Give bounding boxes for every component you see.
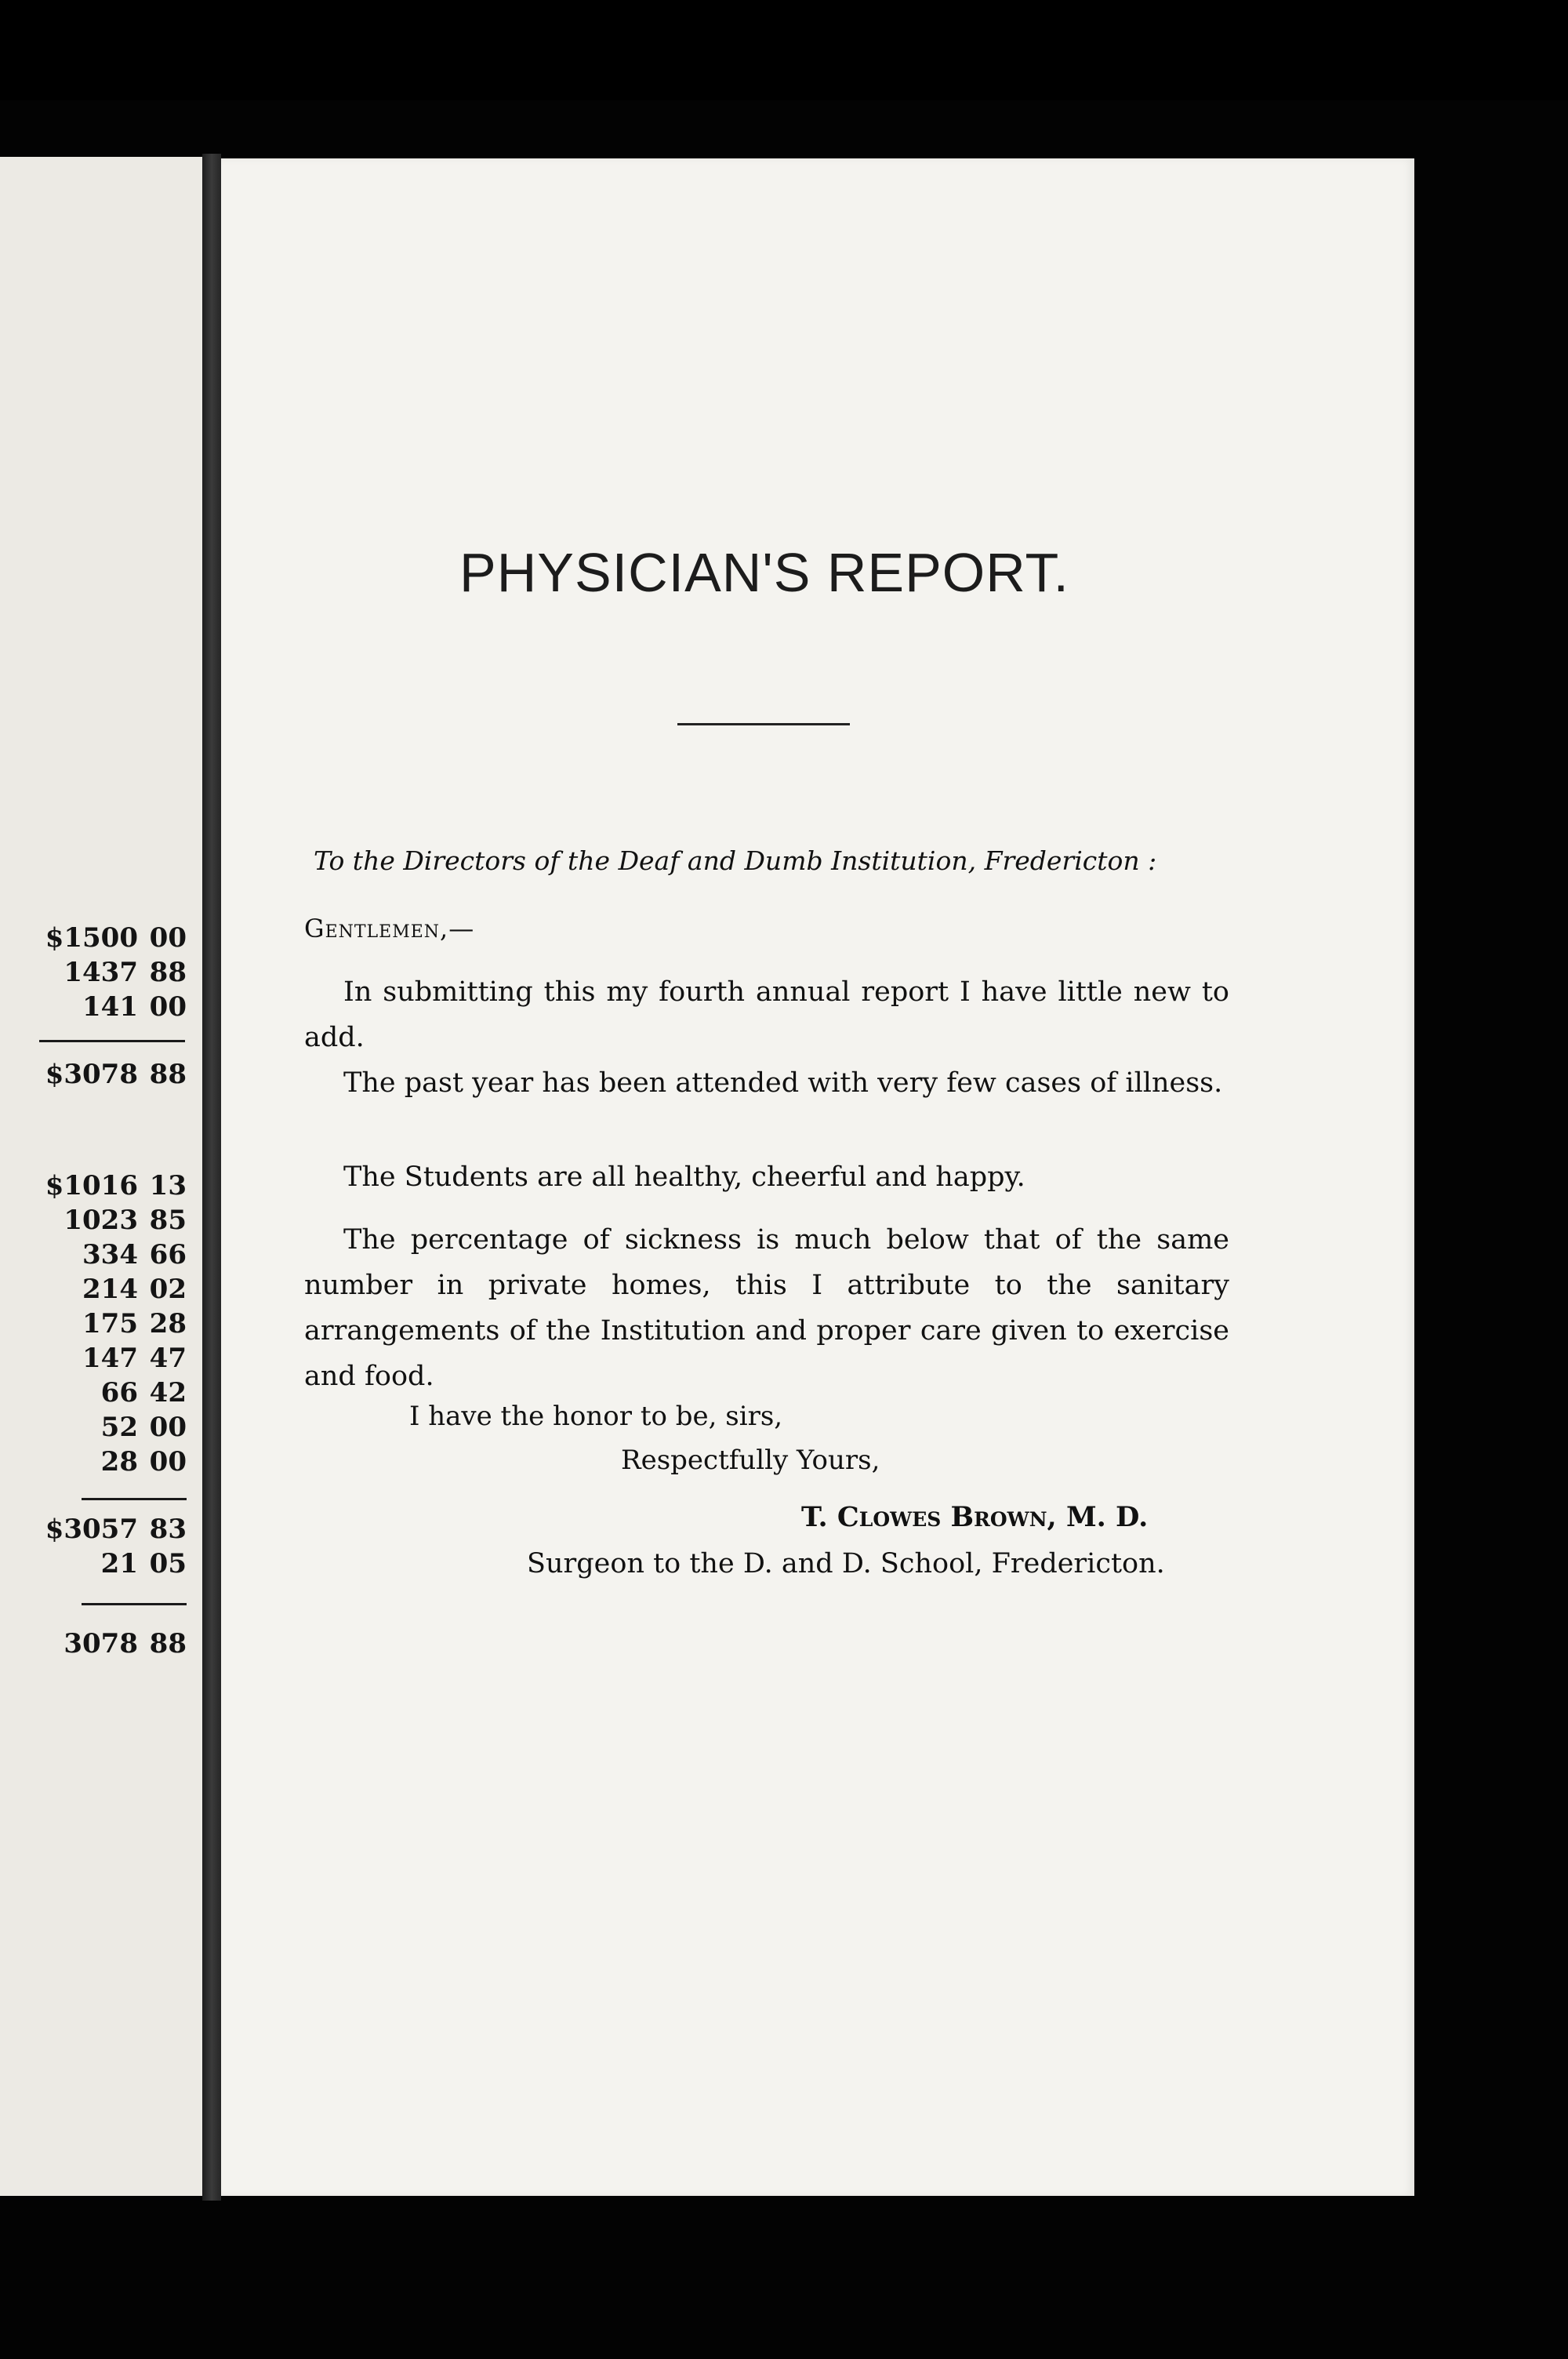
report-page <box>221 158 1414 2196</box>
ledger-dollars: $1016 <box>45 1170 138 1201</box>
ledger-entry <box>16 1203 187 1242</box>
ledger-entry <box>16 1410 187 1449</box>
book-gutter <box>202 154 221 2201</box>
ledger-sum-rule <box>82 1603 187 1605</box>
ledger-entry <box>16 1341 187 1380</box>
ledger-dollars: 175 <box>82 1308 138 1339</box>
ledger-cents: 13 <box>149 1170 187 1201</box>
paragraph: The Students are all healthy, cheerful and happy. <box>343 1161 1025 1193</box>
closing-line: I have the honor to be, sirs, <box>409 1401 783 1432</box>
ledger-entry <box>16 1445 187 1484</box>
ledger-dollars: 147 <box>82 1343 138 1374</box>
ledger-dollars: 3078 <box>64 1628 138 1659</box>
ledger-entry <box>16 1238 187 1277</box>
ledger-cents: 28 <box>149 1308 187 1339</box>
regards-line: Respectfully Yours, <box>621 1445 880 1476</box>
ledger-cents: 05 <box>149 1548 187 1579</box>
ledger-dollars: 1437 <box>64 957 138 988</box>
ledger-dollars: 141 <box>82 991 138 1023</box>
salutation: To the Directors of the Deaf and Dumb Institution, Fredericton : <box>314 845 1157 876</box>
ledger-entry <box>16 1547 187 1586</box>
ledger-entry <box>16 1169 187 1208</box>
ledger-dollars: 334 <box>82 1239 138 1270</box>
page-title: PHYSICIAN'S REPORT. <box>459 542 1069 603</box>
ledger-cents: 00 <box>149 1446 187 1478</box>
signature <box>801 1498 1148 1537</box>
title-divider <box>677 723 850 725</box>
ledger-cents: 00 <box>149 1412 187 1443</box>
signature-degree: M. D. <box>1065 1501 1149 1533</box>
ledger-entry <box>16 990 187 1029</box>
ledger-cents: 83 <box>149 1514 187 1545</box>
paragraph: The past year has been attended with very few cases of illness. <box>343 1067 1223 1099</box>
ledger-cents: 88 <box>149 1059 187 1090</box>
ledger-entry <box>16 921 187 960</box>
scan-top-border <box>0 0 1568 100</box>
ledger-cents: 66 <box>149 1239 187 1270</box>
ledger-entry <box>16 1376 187 1415</box>
ledger-sum-rule <box>82 1498 187 1500</box>
ledger-cents: 85 <box>149 1205 187 1236</box>
ledger-total <box>16 1057 187 1096</box>
ledger-cents: 00 <box>149 922 187 954</box>
ledger-cents: 00 <box>149 991 187 1023</box>
ledger-dollars: 28 <box>100 1446 138 1478</box>
ledger-dollars: 214 <box>82 1274 138 1305</box>
greeting: Gentlemen,— <box>304 914 475 943</box>
ledger-entry <box>16 1307 187 1346</box>
ledger-dollars: $3057 <box>45 1514 138 1545</box>
paragraph: The percentage of sickness is much below that of the same number in private homes, this I attribute to the sanitary arrangements of the Institution and proper care given to exercise and food. <box>304 1224 1229 1392</box>
ledger-cents: 02 <box>149 1274 187 1305</box>
ledger-entry <box>16 1512 187 1551</box>
ledger-total <box>16 1627 187 1666</box>
ledger-cents: 88 <box>149 957 187 988</box>
ledger-dollars: 21 <box>100 1548 138 1579</box>
previous-page-edge <box>0 157 202 2196</box>
ledger-cents: 88 <box>149 1628 187 1659</box>
ledger-entry <box>16 955 187 994</box>
ledger-dollars: 66 <box>100 1377 138 1408</box>
paragraph: In submitting this my fourth annual report I have little new to add. <box>304 976 1229 1053</box>
ledger-sum-rule <box>39 1040 185 1042</box>
signatory-position: Surgeon to the D. and D. School, Fredericton. <box>527 1548 1165 1579</box>
ledger-cents: 47 <box>149 1343 187 1374</box>
ledger-dollars: $1500 <box>45 922 138 954</box>
ledger-cents: 42 <box>149 1377 187 1408</box>
ledger-dollars: 1023 <box>64 1205 138 1236</box>
ledger-dollars: $3078 <box>45 1059 138 1090</box>
signature-name: Clowes Brown, <box>837 1501 1057 1533</box>
ledger-dollars: 52 <box>100 1412 138 1443</box>
signature-initial: T. <box>801 1501 828 1533</box>
ledger-entry <box>16 1272 187 1311</box>
